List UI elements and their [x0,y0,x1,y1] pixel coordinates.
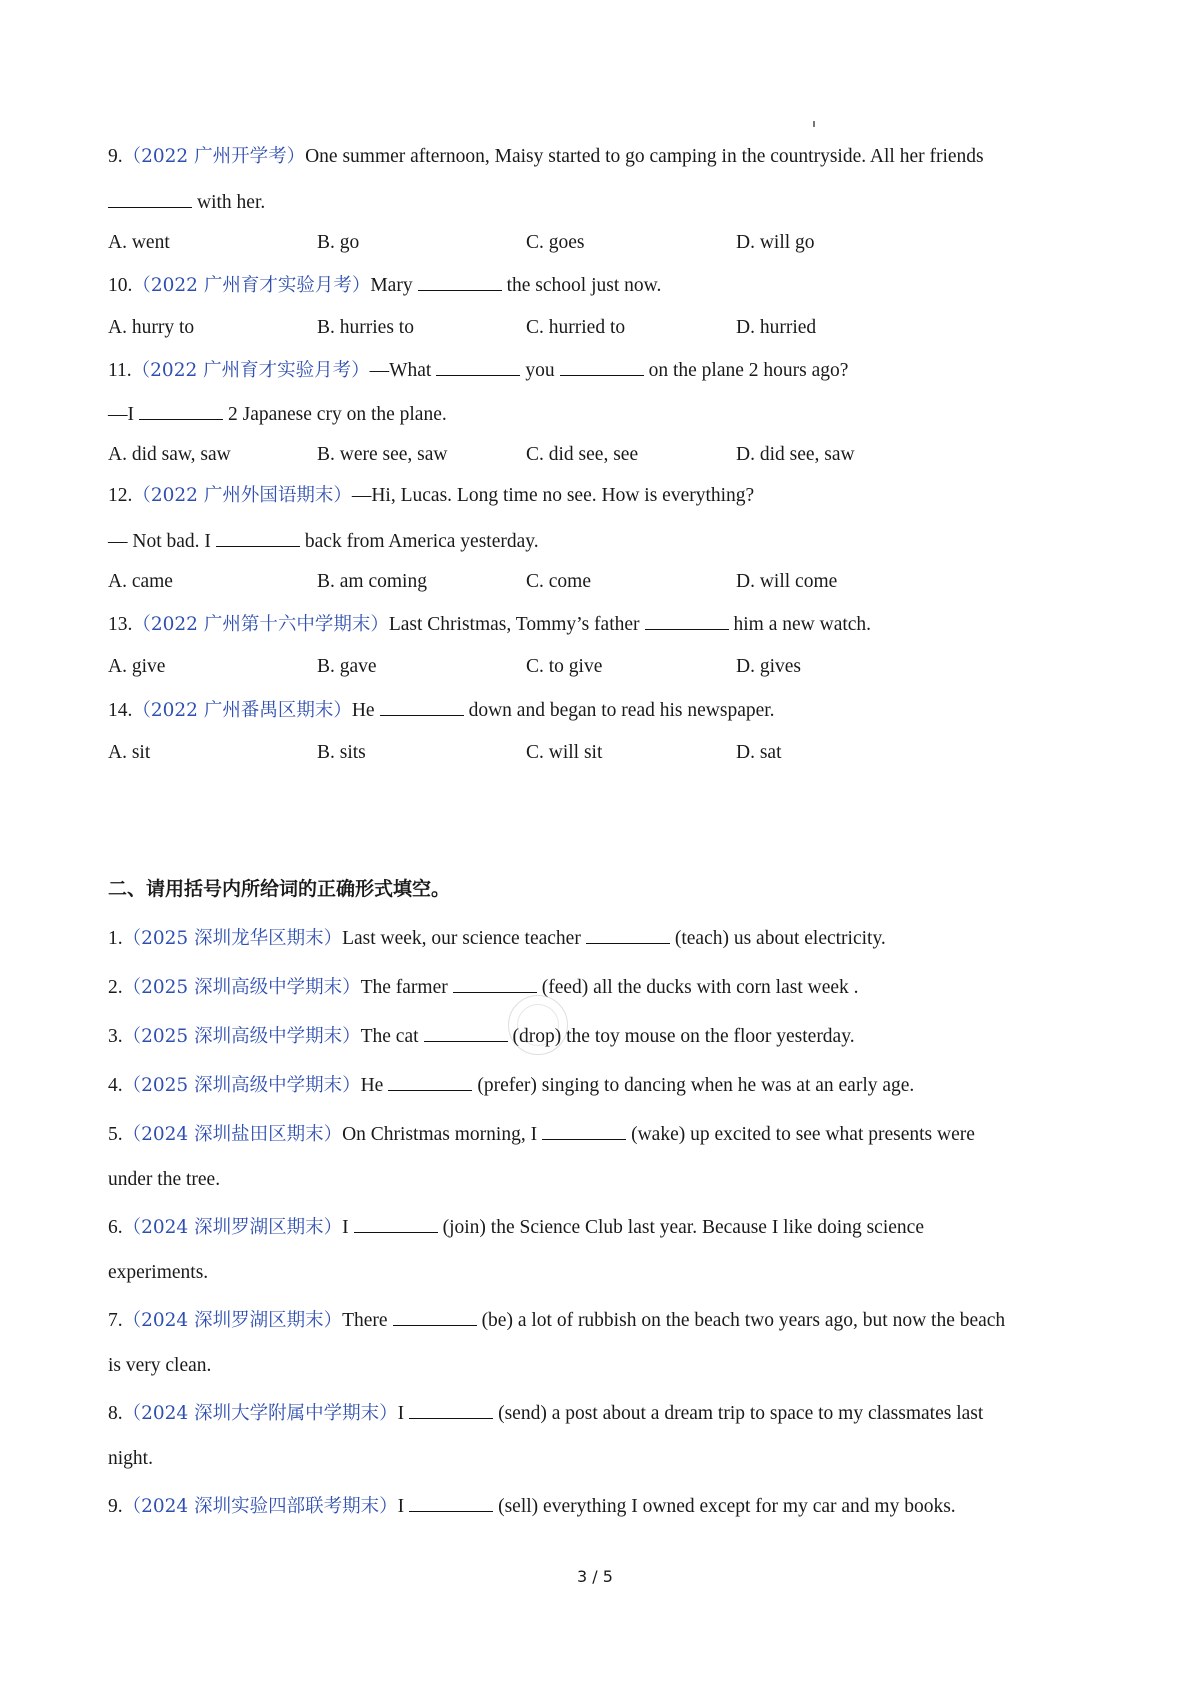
answer-blank[interactable] [586,925,670,944]
fill-question-1: 1.（2025 深圳龙华区期末）Last week, our science teacher (teach) us about electricity. [108,925,886,951]
answer-blank[interactable] [108,189,192,208]
answer-blank[interactable] [645,611,729,630]
question-11: 11.（2022 广州育才实验月考）—What you on the plane 2 hours ago? [108,357,848,383]
option-b[interactable]: B. were see, saw [317,444,448,465]
answer-blank[interactable] [436,357,520,376]
option-c[interactable]: C. to give [526,656,603,677]
option-d[interactable]: D. sat [736,742,782,763]
fill-question-6-line2: experiments. [108,1262,209,1283]
option-b[interactable]: B. hurries to [317,317,414,338]
option-a[interactable]: A. did saw, saw [108,444,231,465]
option-d[interactable]: D. gives [736,656,801,677]
option-d[interactable]: D. hurried [736,317,817,338]
question-13: 13.（2022 广州第十六中学期末）Last Christmas, Tommy’s father him a new watch. [108,611,871,637]
question-source: （2022 广州育才实验月考） [131,360,370,381]
answer-blank[interactable] [380,697,464,716]
question-source: （2024 深圳大学附属中学期末） [122,1403,398,1424]
option-a[interactable]: A. went [108,232,170,253]
fill-question-6: 6.（2024 深圳罗湖区期末）I (join) the Science Club last year. Because I like doing science [108,1214,924,1240]
question-source: （2024 深圳罗湖区期末） [122,1310,343,1331]
option-d[interactable]: D. will go [736,232,815,253]
option-c[interactable]: C. goes [526,232,585,253]
fill-question-4: 4.（2025 深圳高级中学期末）He (prefer) singing to dancing when he was at an early age. [108,1072,914,1098]
question-source: （2024 深圳盐田区期末） [122,1124,343,1145]
answer-blank[interactable] [216,528,300,547]
question-12-line2: — Not bad. I back from America yesterday. [108,528,539,554]
answer-blank[interactable] [453,974,537,993]
answer-blank[interactable] [424,1023,508,1042]
option-a[interactable]: A. hurry to [108,317,195,338]
question-source: （2022 广州外国语期末） [132,485,352,506]
option-b[interactable]: B. sits [317,742,366,763]
fill-question-9: 9.（2024 深圳实验四部联考期末）I (sell) everything I owned except for my car and my books. [108,1493,956,1519]
answer-blank[interactable] [560,357,644,376]
question-source: （2024 深圳罗湖区期末） [122,1217,343,1238]
answer-blank[interactable] [388,1072,472,1091]
question-9: 9.（2022 广州开学考）One summer afternoon, Maisy started to go camping in the countryside. All her friends [108,146,984,167]
option-a[interactable]: A. give [108,656,166,677]
page-number: 3 / 5 [577,1567,613,1586]
option-a[interactable]: A. came [108,571,173,592]
answer-blank[interactable] [409,1400,493,1419]
question-source: （2022 广州开学考） [122,146,306,167]
question-source: （2024 深圳实验四部联考期末） [122,1496,398,1517]
fill-question-2: 2.（2025 深圳高级中学期末）The farmer (feed) all the ducks with corn last week . [108,974,859,1000]
question-source: （2022 广州第十六中学期末） [132,614,389,635]
question-10: 10.（2022 广州育才实验月考）Mary the school just now. [108,272,661,298]
fill-question-5-line2: under the tree. [108,1169,221,1190]
answer-blank[interactable] [139,401,223,420]
option-a[interactable]: A. sit [108,742,151,763]
answer-blank[interactable] [418,272,502,291]
question-9-line2: with her. [108,189,265,215]
question-source: （2025 深圳高级中学期末） [122,1075,361,1096]
question-source: （2022 广州番禺区期末） [132,700,352,721]
question-11-line2: —I 2 Japanese cry on the plane. [108,401,447,427]
option-d[interactable]: D. did see, saw [736,444,855,465]
fill-question-7-line2: is very clean. [108,1355,212,1376]
question-source: （2025 深圳高级中学期末） [122,1026,361,1047]
option-c[interactable]: C. will sit [526,742,603,763]
option-c[interactable]: C. hurried to [526,317,626,338]
option-c[interactable]: C. come [526,571,591,592]
question-12: 12.（2022 广州外国语期末）—Hi, Lucas. Long time no see. How is everything? [108,485,755,506]
fill-question-5: 5.（2024 深圳盐田区期末）On Christmas morning, I (wake) up excited to see what presents were [108,1121,975,1147]
answer-blank[interactable] [393,1307,477,1326]
fill-question-8: 8.（2024 深圳大学附属中学期末）I (send) a post about a dream trip to space to my classmates last [108,1400,983,1426]
option-d[interactable]: D. will come [736,571,838,592]
section-heading: 二、请用括号内所给词的正确形式填空。 [108,878,451,900]
question-source: （2022 广州育才实验月考） [132,275,371,296]
question-source: （2025 深圳高级中学期末） [122,977,361,998]
answer-blank[interactable] [542,1121,626,1140]
answer-blank[interactable] [409,1493,493,1512]
fill-question-3: 3.（2025 深圳高级中学期末）The cat (drop) the toy mouse on the floor yesterday. [108,1023,855,1049]
answer-blank[interactable] [354,1214,438,1233]
question-14: 14.（2022 广州番禺区期末）He down and began to read his newspaper. [108,697,775,723]
fill-question-8-line2: night. [108,1448,153,1469]
option-b[interactable]: B. am coming [317,571,427,592]
stray-mark [813,121,815,127]
option-b[interactable]: B. go [317,232,360,253]
option-b[interactable]: B. gave [317,656,377,677]
option-c[interactable]: C. did see, see [526,444,639,465]
question-source: （2025 深圳龙华区期末） [122,928,343,949]
fill-question-7: 7.（2024 深圳罗湖区期末）There (be) a lot of rubbish on the beach two years ago, but now the beach [108,1307,1005,1333]
